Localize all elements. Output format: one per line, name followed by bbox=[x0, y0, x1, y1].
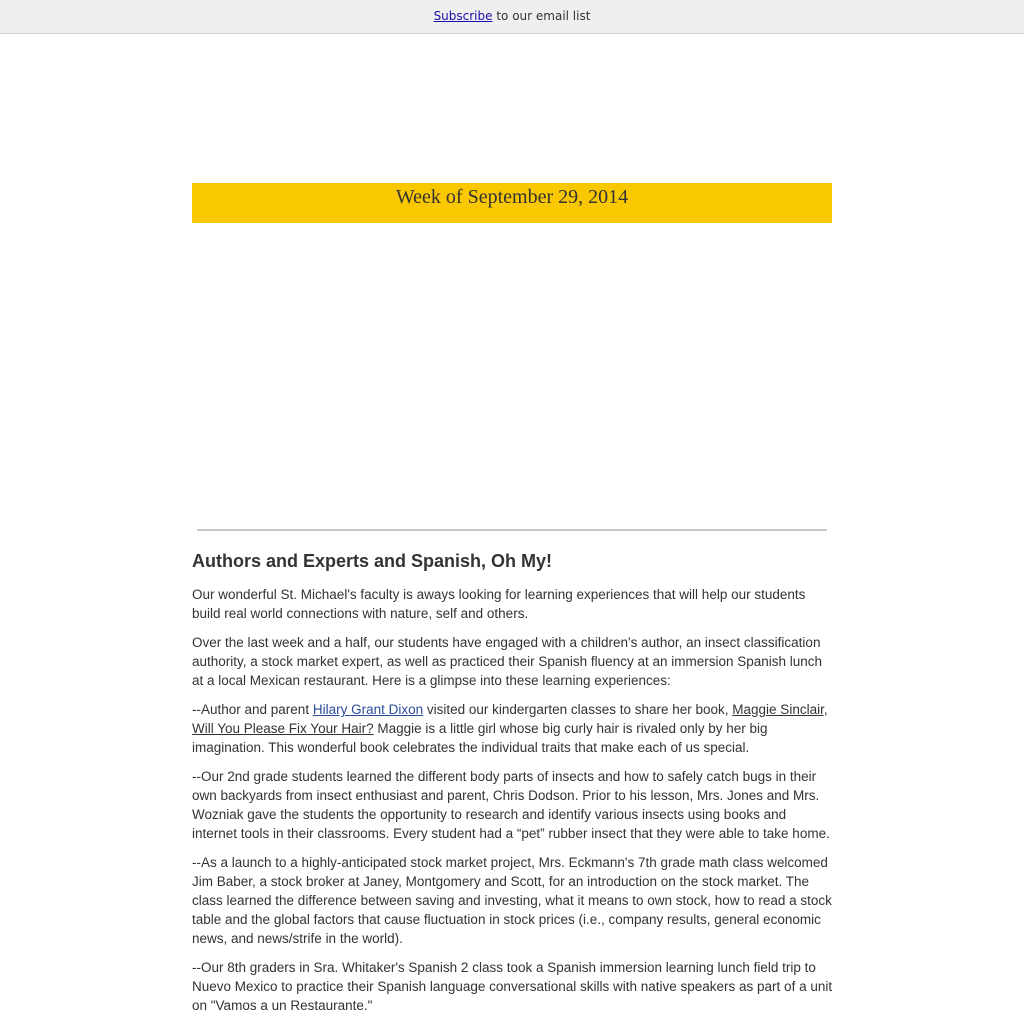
author-text-middle: visited our kindergarten classes to share her book, bbox=[423, 702, 733, 717]
author-text-after: Maggie is a little girl whose big curly hair is rivaled only by her big imagination. This wonderful book celebrates the individual traits that make each of us special. bbox=[192, 721, 768, 755]
article-paragraph-author bbox=[192, 700, 834, 757]
article-paragraph-intro: Our wonderful St. Michael's faculty is aways looking for learning experiences that will help our students build real world connections with nature, self and others. bbox=[192, 587, 806, 621]
subscribe-bar bbox=[0, 0, 1024, 34]
article-paragraph-insects: --Our 2nd grade students learned the different body parts of insects and how to safely catch bugs in their own backyards from insect enthusiast and parent, Chris Dodson. Prior to his lesson, Mrs. Jones and Mrs. Wozniak gave the students the opportunity to research and identify various insects using books and internet tools in their classrooms. Every student had a “pet” rubber insect that they were able to take home. bbox=[192, 769, 830, 841]
article-paragraph-overview: Over the last week and a half, our students have engaged with a children's author, an insect classification authority, a stock market expert, as well as practiced their Spanish fluency at an immersion Spanish lunch at a local Mexican restaurant. Here is a glimpse into these learning experiences: bbox=[192, 635, 823, 688]
week-banner bbox=[192, 183, 832, 223]
section-divider bbox=[197, 529, 827, 531]
article-title: Authors and Experts and Spanish, Oh My! bbox=[192, 551, 553, 571]
week-banner-text: Week of September 29, 2014 bbox=[395, 186, 629, 208]
article-paragraph-spanish: --Our 8th graders in Sra. Whitaker's Spanish 2 class took a Spanish immersion learning lunch field trip to Nuevo Mexico to practice their Spanish language conversational skills with native speakers as part of a unit on "Vamos a un Restaurante." bbox=[192, 960, 833, 1013]
subscribe-bar-text: to our email list bbox=[492, 9, 591, 23]
article-paragraph-stock-market: --As a launch to a highly-anticipated stock market project, Mrs. Eckmann's 7th grade math class welcomed Jim Baber, a stock broker at Janey, Montgomery and Scott, for an introduction on the stock market. The class learned the difference between saving and investing, what it means to own stock, how to read a stock table and the global factors that cause fluctuation in stock prices (i.e., company results, general economic news, and news/strife in the world). bbox=[192, 855, 832, 946]
article bbox=[192, 548, 834, 1025]
author-text-before: --Author and parent bbox=[192, 702, 313, 717]
subscribe-link[interactable]: Subscribe bbox=[433, 9, 493, 23]
author-link[interactable]: Hilary Grant Dixon bbox=[312, 702, 424, 717]
book-title: Maggie Sinclair, Will You Please Fix Your Hair? bbox=[192, 702, 828, 736]
